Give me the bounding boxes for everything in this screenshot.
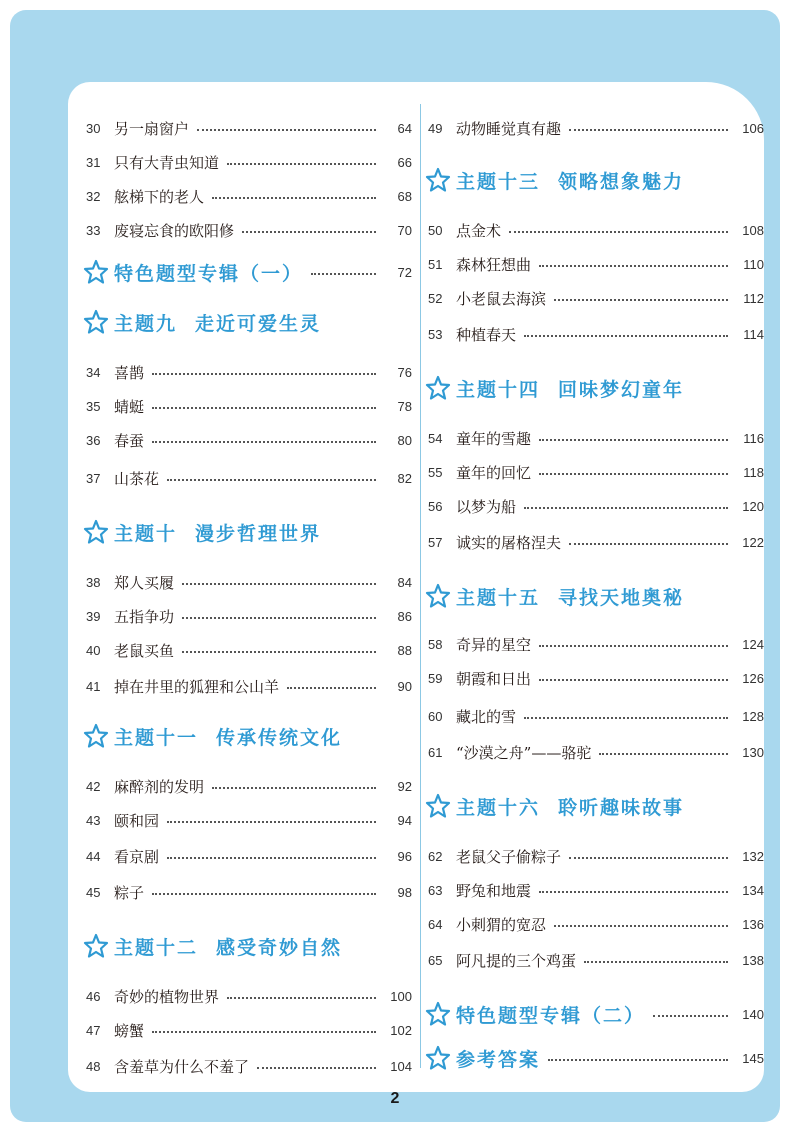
item-page: 84 <box>397 574 412 590</box>
item-title: 诚实的屠格涅夫 <box>456 533 562 552</box>
item-title: 点金术 <box>456 221 502 240</box>
toc-panel <box>68 82 764 1092</box>
item-number: 33 <box>86 222 101 238</box>
star-icon <box>424 1000 452 1028</box>
item-page: 114 <box>743 326 764 342</box>
leader-dots <box>554 299 728 301</box>
item-page: 68 <box>397 188 412 204</box>
item-number: 38 <box>86 574 101 590</box>
item-number: 32 <box>86 188 101 204</box>
toc-section-heading <box>428 162 764 198</box>
toc-item <box>86 462 412 494</box>
leader-dots <box>287 687 376 689</box>
leader-dots <box>599 753 728 755</box>
toc-item <box>86 980 412 1012</box>
item-number: 34 <box>86 364 101 380</box>
leader-dots <box>554 925 728 927</box>
leader-dots <box>167 479 376 481</box>
item-title: 奇异的星空 <box>456 635 532 654</box>
item-title: 麻醉剂的发明 <box>114 777 205 796</box>
item-page: 86 <box>397 608 412 624</box>
item-number: 63 <box>428 882 443 898</box>
item-number: 53 <box>428 326 443 342</box>
toc-item <box>428 944 764 976</box>
toc-item <box>428 456 764 488</box>
toc-item <box>428 318 764 350</box>
star-icon <box>82 258 110 286</box>
section-subtitle: 传承传统文化 <box>216 726 343 749</box>
toc-section-heading <box>428 788 764 824</box>
item-title: 童年的回忆 <box>456 463 532 482</box>
toc-item <box>428 700 764 732</box>
leader-dots <box>524 717 728 719</box>
item-page: 70 <box>397 222 412 238</box>
toc-item <box>86 600 412 632</box>
toc-section-heading <box>428 996 764 1032</box>
toc-item <box>86 566 412 598</box>
item-number: 62 <box>428 848 443 864</box>
star-icon <box>424 374 452 402</box>
leader-dots <box>227 163 376 165</box>
item-number: 60 <box>428 708 443 724</box>
item-number: 57 <box>428 534 443 550</box>
item-page: 108 <box>742 222 764 238</box>
toc-section-heading <box>86 928 412 964</box>
item-page: 76 <box>397 364 412 380</box>
item-page: 96 <box>397 848 412 864</box>
toc-item <box>86 214 412 246</box>
item-title: 粽子 <box>114 883 145 902</box>
leader-dots <box>152 407 376 409</box>
section-title: 主题十三 <box>456 170 541 193</box>
section-subtitle: 寻找天地奥秘 <box>558 586 685 609</box>
leader-dots <box>152 1031 376 1033</box>
item-title: 颐和园 <box>114 811 160 830</box>
leader-dots <box>167 821 376 823</box>
item-title: 阿凡提的三个鸡蛋 <box>456 951 577 970</box>
item-page: 132 <box>742 848 764 864</box>
leader-dots <box>182 583 376 585</box>
toc-section-heading <box>428 1040 764 1076</box>
leader-dots <box>509 231 728 233</box>
leader-dots <box>539 439 728 441</box>
section-title: 主题九 <box>114 312 178 335</box>
star-icon <box>82 308 110 336</box>
item-number: 45 <box>86 884 101 900</box>
section-page: 145 <box>742 1050 764 1066</box>
toc-section-heading <box>428 578 764 614</box>
item-page: 138 <box>742 952 764 968</box>
item-number: 58 <box>428 636 443 652</box>
leader-dots <box>182 651 376 653</box>
leader-dots <box>311 273 376 275</box>
leader-dots <box>524 507 728 509</box>
leader-dots <box>152 373 376 375</box>
item-number: 31 <box>86 154 101 170</box>
toc-item <box>428 908 764 940</box>
toc-item <box>428 214 764 246</box>
item-number: 48 <box>86 1058 101 1074</box>
leader-dots <box>524 335 728 337</box>
leader-dots <box>539 473 728 475</box>
item-page: 110 <box>743 256 764 272</box>
item-number: 35 <box>86 398 101 414</box>
item-page: 78 <box>397 398 412 414</box>
star-icon <box>424 1044 452 1072</box>
toc-item <box>428 282 764 314</box>
section-title: 主题十 <box>114 522 178 545</box>
item-title: 动物睡觉真有趣 <box>456 119 562 138</box>
toc-item <box>86 670 412 702</box>
toc-item <box>86 1050 412 1082</box>
section-title: 特色题型专辑（一） <box>114 262 304 285</box>
item-page: 116 <box>743 430 764 446</box>
toc-section-heading <box>86 718 412 754</box>
toc-item <box>428 840 764 872</box>
toc-item <box>86 424 412 456</box>
item-number: 47 <box>86 1022 101 1038</box>
toc-item <box>428 112 764 144</box>
item-page: 126 <box>742 670 764 686</box>
section-title: 主题十五 <box>456 586 541 609</box>
item-page: 134 <box>742 882 764 898</box>
item-title: 只有大青虫知道 <box>114 153 220 172</box>
section-subtitle: 感受奇妙自然 <box>216 936 343 959</box>
page-background <box>10 10 780 1122</box>
item-title: 看京剧 <box>114 847 160 866</box>
item-number: 44 <box>86 848 101 864</box>
item-title: 掉在井里的狐狸和公山羊 <box>114 677 280 696</box>
leader-dots <box>212 197 376 199</box>
leader-dots <box>569 857 728 859</box>
item-title: 朝霞和日出 <box>456 669 532 688</box>
toc-item <box>86 1014 412 1046</box>
leader-dots <box>152 441 376 443</box>
leader-dots <box>212 787 376 789</box>
toc-item <box>86 356 412 388</box>
toc-item <box>86 770 412 802</box>
item-number: 49 <box>428 120 443 136</box>
toc-item <box>428 628 764 660</box>
star-icon <box>82 518 110 546</box>
item-number: 41 <box>86 678 101 694</box>
toc-item <box>86 146 412 178</box>
toc-item <box>86 390 412 422</box>
toc-section-heading <box>86 254 412 290</box>
section-subtitle: 聆听趣味故事 <box>558 796 685 819</box>
item-number: 43 <box>86 812 101 828</box>
item-page: 80 <box>397 432 412 448</box>
toc-section-heading <box>428 370 764 406</box>
item-number: 40 <box>86 642 101 658</box>
section-page: 72 <box>397 264 412 280</box>
toc-section-heading <box>86 304 412 340</box>
item-title: 童年的雪趣 <box>456 429 532 448</box>
item-page: 120 <box>742 498 764 514</box>
item-number: 54 <box>428 430 443 446</box>
item-number: 36 <box>86 432 101 448</box>
item-title: 五指争功 <box>114 607 175 626</box>
star-icon <box>82 722 110 750</box>
leader-dots <box>227 997 376 999</box>
leader-dots <box>242 231 376 233</box>
item-title: 小老鼠去海滨 <box>456 289 547 308</box>
section-subtitle: 领略想象魅力 <box>558 170 685 193</box>
item-page: 102 <box>390 1022 412 1038</box>
item-number: 65 <box>428 952 443 968</box>
leader-dots <box>569 129 728 131</box>
section-title: 主题十一 <box>114 726 199 749</box>
item-number: 64 <box>428 916 443 932</box>
item-page: 88 <box>397 642 412 658</box>
item-number: 37 <box>86 470 101 486</box>
item-page: 106 <box>742 120 764 136</box>
section-subtitle: 漫步哲理世界 <box>195 522 322 545</box>
leader-dots <box>539 679 728 681</box>
section-subtitle: 走近可爱生灵 <box>195 312 322 335</box>
item-page: 100 <box>390 988 412 1004</box>
item-title: 郑人买履 <box>114 573 175 592</box>
item-title: 小刺猬的宽忍 <box>456 915 547 934</box>
item-number: 30 <box>86 120 101 136</box>
toc-item <box>428 874 764 906</box>
item-page: 82 <box>397 470 412 486</box>
toc-item <box>86 634 412 666</box>
leader-dots <box>182 617 376 619</box>
item-page: 64 <box>397 120 412 136</box>
leader-dots <box>167 857 376 859</box>
item-title: “沙漠之舟”——骆驼 <box>456 743 592 762</box>
item-page: 90 <box>397 678 412 694</box>
item-number: 61 <box>428 744 443 760</box>
item-title: 野兔和地震 <box>456 881 532 900</box>
section-title: 主题十四 <box>456 378 541 401</box>
item-title: 山茶花 <box>114 469 160 488</box>
leader-dots <box>257 1067 376 1069</box>
leader-dots <box>653 1015 728 1017</box>
item-title: 舷梯下的老人 <box>114 187 205 206</box>
item-number: 55 <box>428 464 443 480</box>
item-number: 59 <box>428 670 443 686</box>
toc-item <box>428 526 764 558</box>
item-page: 94 <box>397 812 412 828</box>
item-title: 奇妙的植物世界 <box>114 987 220 1006</box>
item-number: 52 <box>428 290 443 306</box>
toc-item <box>428 662 764 694</box>
item-number: 50 <box>428 222 443 238</box>
item-title: 春蚕 <box>114 431 145 450</box>
toc-section-heading <box>86 514 412 550</box>
toc-item <box>428 248 764 280</box>
section-page: 140 <box>742 1006 764 1022</box>
star-icon <box>424 166 452 194</box>
item-title: 老鼠父子偷粽子 <box>456 847 562 866</box>
item-page: 98 <box>397 884 412 900</box>
toc-item <box>428 736 764 768</box>
item-page: 136 <box>742 916 764 932</box>
item-title: 含羞草为什么不羞了 <box>114 1057 250 1076</box>
leader-dots <box>584 961 728 963</box>
item-title: 种植春天 <box>456 325 517 344</box>
toc-item <box>86 112 412 144</box>
section-title: 特色题型专辑（二） <box>456 1004 646 1027</box>
item-number: 51 <box>428 256 443 272</box>
section-subtitle: 回味梦幻童年 <box>558 378 685 401</box>
column-divider <box>420 104 421 1068</box>
item-page: 124 <box>742 636 764 652</box>
leader-dots <box>548 1059 728 1061</box>
section-title: 主题十六 <box>456 796 541 819</box>
item-number: 46 <box>86 988 101 1004</box>
item-title: 老鼠买鱼 <box>114 641 175 660</box>
item-page: 118 <box>743 464 764 480</box>
item-title: 藏北的雪 <box>456 707 517 726</box>
leader-dots <box>197 129 376 131</box>
item-page: 92 <box>397 778 412 794</box>
item-title: 森林狂想曲 <box>456 255 532 274</box>
item-number: 39 <box>86 608 101 624</box>
page-number: 2 <box>390 1090 400 1107</box>
section-title: 主题十二 <box>114 936 199 959</box>
leader-dots <box>539 645 728 647</box>
item-title: 喜鹊 <box>114 363 145 382</box>
leader-dots <box>539 265 728 267</box>
item-page: 66 <box>397 154 412 170</box>
item-title: 废寝忘食的欧阳修 <box>114 221 235 240</box>
item-page: 130 <box>742 744 764 760</box>
item-title: 螃蟹 <box>114 1021 145 1040</box>
item-title: 以梦为船 <box>456 497 517 516</box>
toc-item <box>86 804 412 836</box>
toc-item <box>86 876 412 908</box>
leader-dots <box>569 543 728 545</box>
star-icon <box>424 792 452 820</box>
section-title: 参考答案 <box>456 1048 541 1071</box>
item-title: 另一扇窗户 <box>114 119 190 138</box>
item-page: 104 <box>390 1058 412 1074</box>
leader-dots <box>539 891 728 893</box>
toc-item <box>86 840 412 872</box>
leader-dots <box>152 893 376 895</box>
toc-item <box>428 422 764 454</box>
item-number: 56 <box>428 498 443 514</box>
toc-item <box>428 490 764 522</box>
item-page: 122 <box>742 534 764 550</box>
item-number: 42 <box>86 778 101 794</box>
item-page: 128 <box>742 708 764 724</box>
star-icon <box>82 932 110 960</box>
item-page: 112 <box>743 290 764 306</box>
star-icon <box>424 582 452 610</box>
toc-item <box>86 180 412 212</box>
item-title: 蜻蜓 <box>114 397 145 416</box>
